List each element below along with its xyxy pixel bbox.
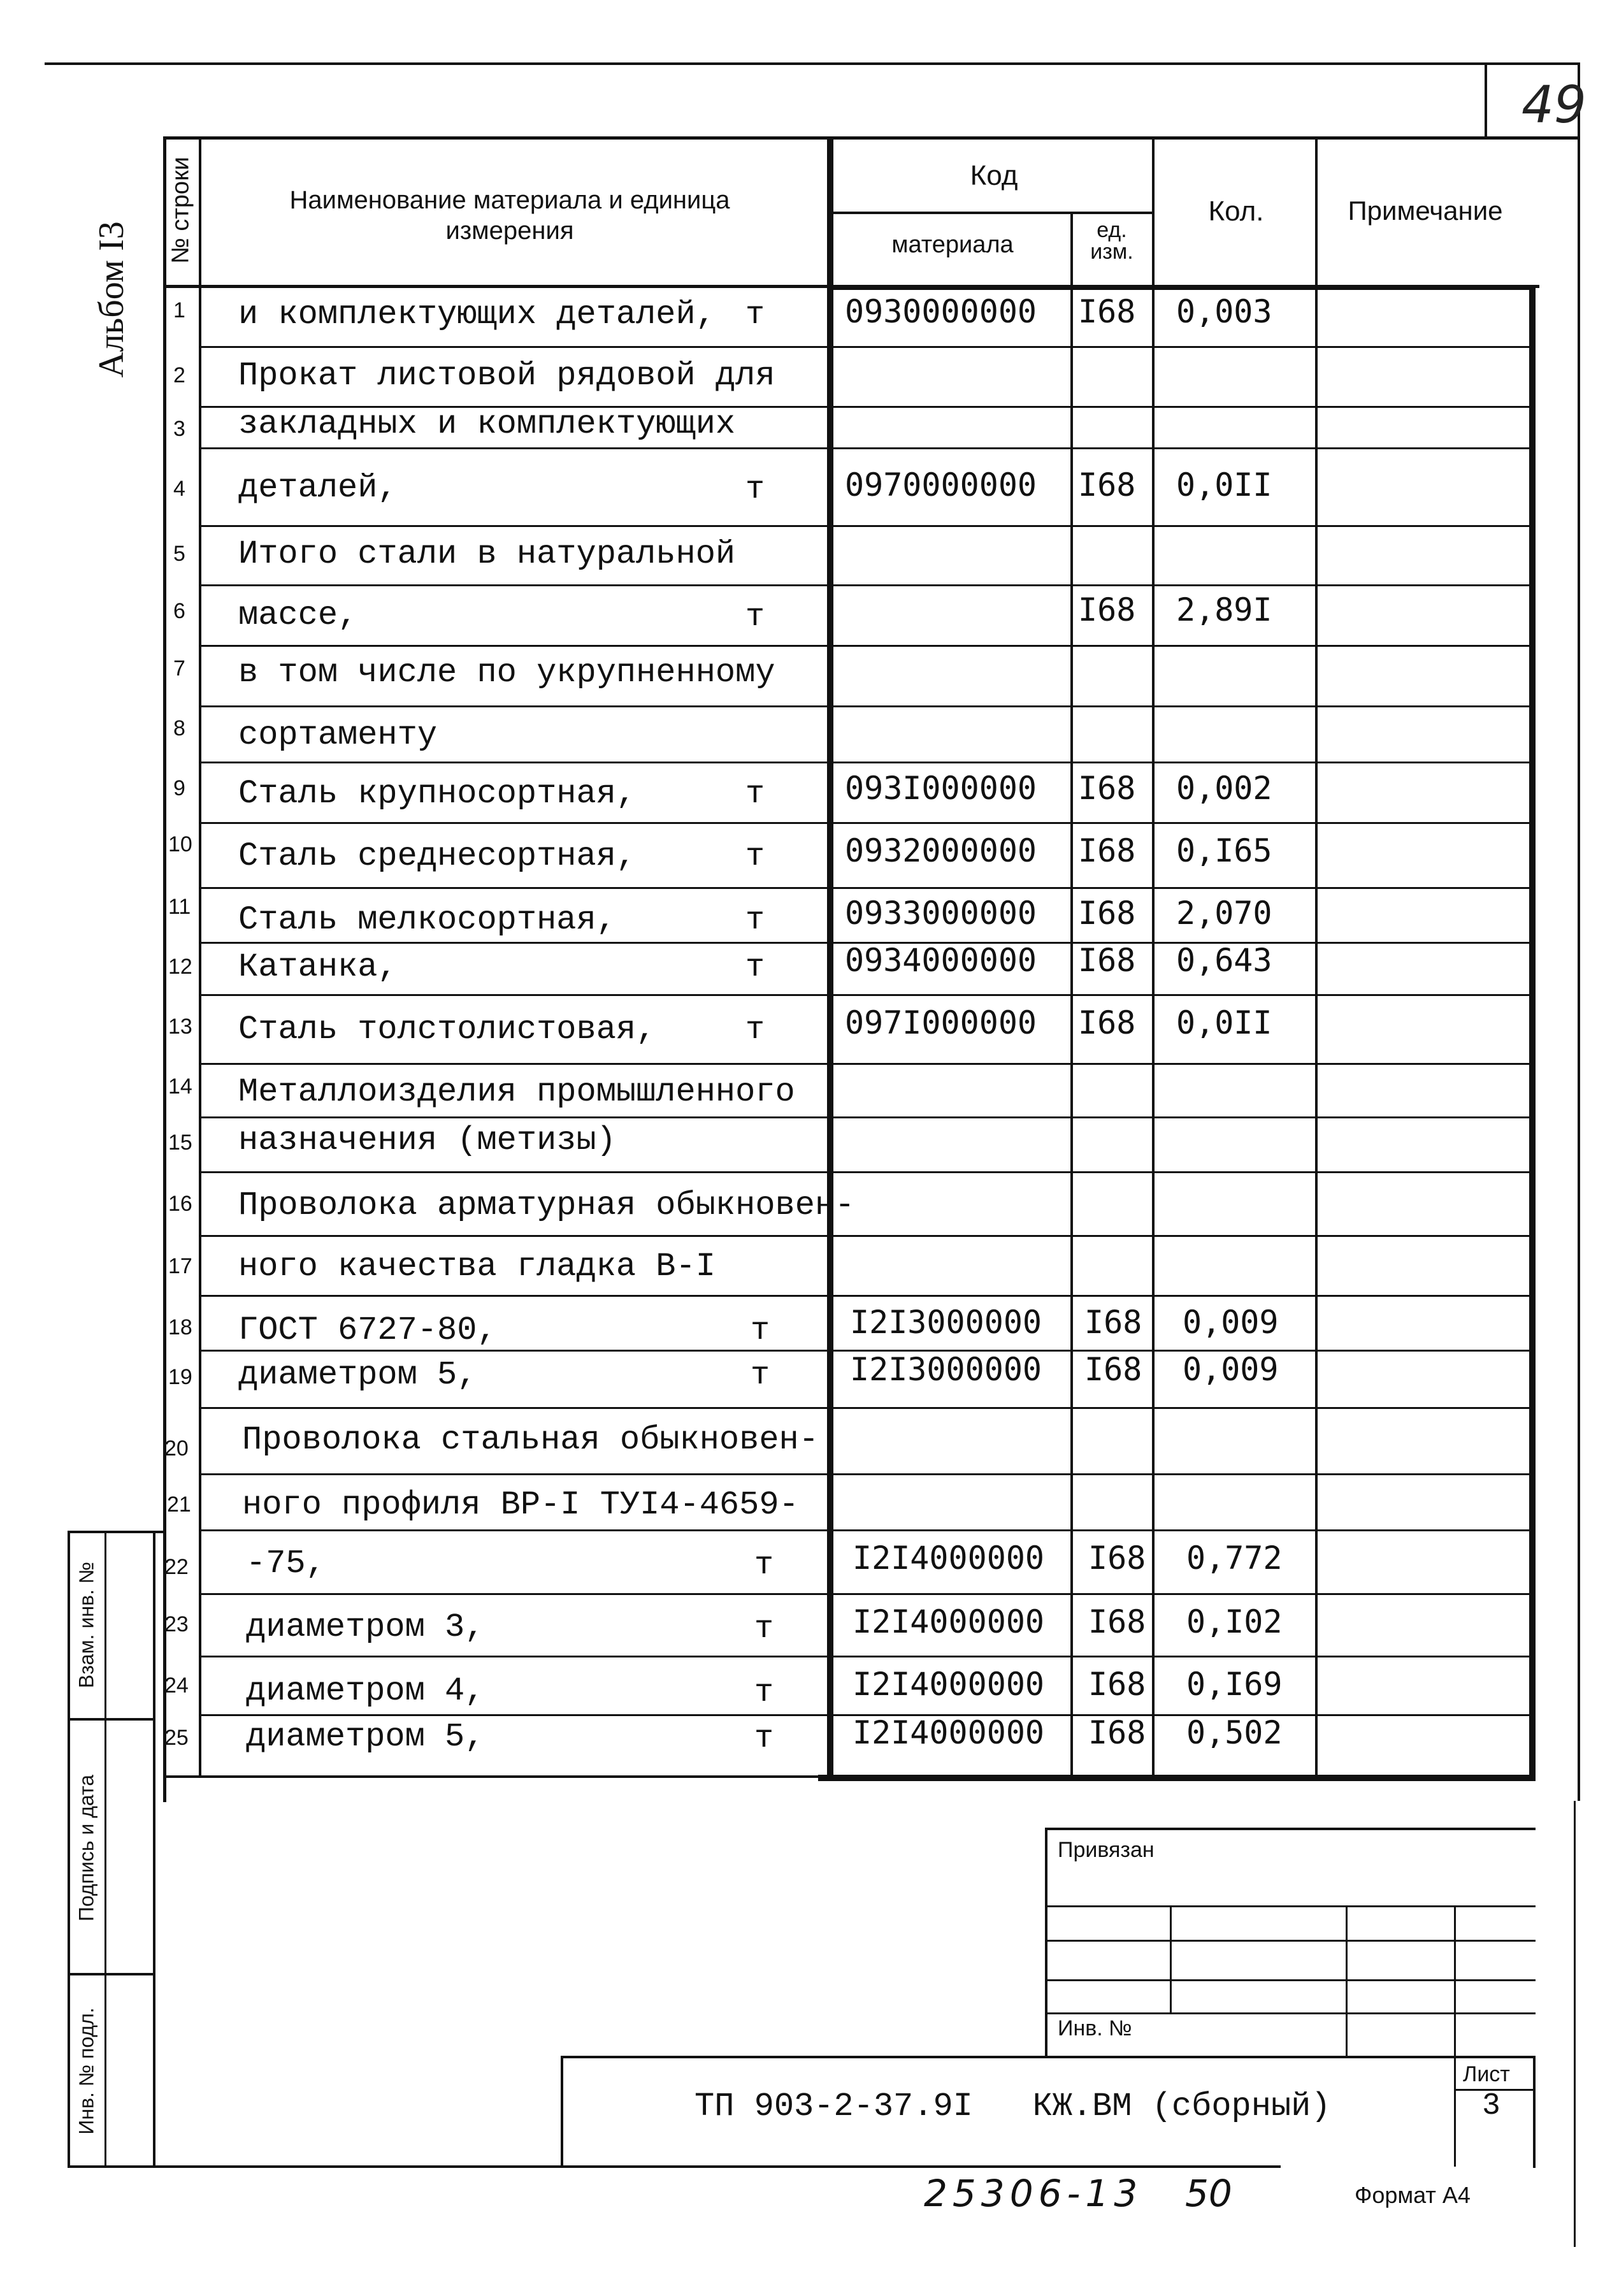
row-text: массе, [238, 596, 358, 634]
code-sub-line [827, 212, 1153, 214]
tb-col [1170, 1905, 1172, 2012]
row-number: 15 [168, 1130, 192, 1155]
tb-line [1045, 1979, 1536, 1981]
row-number: 24 [164, 1673, 189, 1698]
page-num-box-left [1485, 62, 1487, 139]
row-unit: т [745, 599, 765, 635]
page-number: 49 [1522, 75, 1587, 134]
row-text: Сталь среднесортная, [238, 837, 637, 875]
row-number: 14 [168, 1074, 192, 1099]
row-sep [199, 1407, 1534, 1409]
row-uom: I68 [1078, 770, 1136, 807]
row-number: 18 [168, 1315, 192, 1339]
row-code: I2I3000000 [850, 1351, 1042, 1388]
row-code: 0934000000 [845, 942, 1037, 979]
row-unit: т [751, 1313, 770, 1349]
row-uom: I68 [1078, 942, 1136, 979]
stamp-outer-left [68, 1531, 70, 2168]
row-sep [199, 1473, 1534, 1475]
header-name: Наименование материала и единица измерения [289, 186, 730, 245]
tb-sheet-label: Лист [1463, 2062, 1510, 2086]
table-right-heavy [1529, 285, 1536, 1780]
tb-line [1045, 1905, 1536, 1907]
row-code: 097I000000 [845, 1004, 1037, 1041]
header-note: Примечание [1348, 196, 1503, 226]
row-sep [199, 645, 1534, 647]
row-number: 10 [168, 832, 192, 856]
row-text: Проволока стальная обыкновен- [242, 1421, 819, 1459]
tb-main-top [561, 2056, 1536, 2058]
row-text: Прокат листовой рядовой для [238, 357, 775, 394]
row-number: 3 [173, 417, 185, 441]
header-code: Код [970, 160, 1018, 191]
stamp-right-line [153, 1531, 155, 2168]
row-uom: I68 [1084, 1351, 1142, 1388]
row-uom: I68 [1078, 591, 1136, 628]
tb-privyazan-left [1045, 1828, 1047, 2058]
row-sep [199, 1295, 1534, 1297]
row-code: 0932000000 [845, 832, 1037, 869]
row-text: диаметром 5, [246, 1718, 485, 1756]
row-qty: 0,772 [1186, 1540, 1283, 1577]
row-code: 0933000000 [845, 895, 1037, 932]
row-sep [199, 705, 1534, 707]
footer-stamp: 25306-13 [924, 2172, 1143, 2215]
row-number: 8 [173, 716, 185, 740]
row-uom: I68 [1088, 1714, 1146, 1751]
tb-line [1045, 2012, 1536, 2014]
body-bottom-heavy [818, 1775, 1536, 1781]
row-sep [199, 762, 1534, 763]
row-sep [199, 1529, 1534, 1531]
row-text: Итого стали в натуральной [238, 535, 736, 573]
row-text: и комплектующих деталей, [238, 296, 716, 333]
row-text: Сталь толстолистовая, [238, 1011, 656, 1048]
tb-inv-no: Инв. № [1058, 2016, 1132, 2040]
row-sep [199, 1593, 1534, 1595]
row-unit: т [745, 1012, 765, 1048]
stamp-vzam: Взам. инв. № [75, 1561, 98, 1689]
row-number: 1 [173, 298, 185, 322]
row-text: ного профиля ВР-I ТУI4-4659- [242, 1486, 799, 1524]
row-number: 13 [168, 1014, 192, 1039]
row-text: диаметром 4, [246, 1672, 485, 1710]
row-qty: 0,I02 [1186, 1603, 1283, 1640]
row-uom: I68 [1084, 1304, 1142, 1341]
row-text: в том числе по укрупненному [238, 654, 775, 691]
album-label: Альбом I3 [92, 221, 131, 378]
row-number: 6 [173, 599, 185, 623]
row-uom: I68 [1078, 1004, 1136, 1041]
stamp-inner-line [104, 1531, 106, 2168]
row-code: I2I4000000 [853, 1540, 1045, 1577]
row-qty: 0,643 [1176, 942, 1272, 979]
row-number: 12 [168, 955, 192, 979]
qty-col-line [1152, 136, 1155, 1778]
header-material: материала [891, 231, 1014, 258]
row-uom: I68 [1078, 895, 1136, 932]
row-unit: т [745, 839, 765, 875]
row-code: 093I000000 [845, 770, 1037, 807]
footer-format: Формат А4 [1355, 2182, 1471, 2208]
stamp-inv: Инв. № подл. [75, 2007, 98, 2135]
row-number: 9 [173, 776, 185, 800]
table-top-line [163, 136, 1580, 140]
row-sep [199, 1235, 1534, 1237]
row-unit: т [751, 1357, 770, 1394]
row-text: ного качества гладка В-I [238, 1248, 716, 1285]
row-text: диаметром 5, [238, 1356, 477, 1394]
header-unit: ед. изм. [1090, 218, 1133, 264]
row-text: -75, [246, 1545, 326, 1582]
header-qty: Кол. [1208, 196, 1264, 227]
row-sep [199, 1063, 1534, 1065]
row-number: 22 [164, 1555, 189, 1579]
row-text: закладных и комплектующих [238, 405, 736, 443]
stamp-podpis: Подпись и дата [75, 1774, 98, 1922]
row-code: I2I3000000 [850, 1304, 1042, 1341]
tb-privyazan: Привязан [1058, 1838, 1155, 1862]
row-qty: 2,070 [1176, 895, 1272, 932]
row-uom: I68 [1088, 1666, 1146, 1703]
row-sep [199, 346, 1534, 348]
row-number: 25 [164, 1726, 189, 1750]
row-number: 11 [168, 895, 191, 919]
row-text: Сталь мелкосортная, [238, 901, 616, 939]
stamp-bottom-line [68, 2165, 1281, 2168]
row-sep [199, 525, 1534, 527]
row-unit: т [745, 297, 765, 333]
stamp-top-line [68, 1531, 163, 1533]
row-number: 17 [168, 1254, 192, 1278]
top-rule [45, 62, 1580, 65]
row-text: сортаменту [238, 716, 438, 754]
row-text: диаметром 3, [246, 1608, 485, 1646]
row-number: 2 [173, 363, 185, 387]
row-number: 5 [173, 542, 185, 566]
tb-col [1454, 1905, 1456, 2167]
row-uom: I68 [1078, 293, 1136, 330]
row-qty: 0,009 [1183, 1351, 1279, 1388]
row-code: I2I4000000 [853, 1714, 1045, 1751]
stamp-sep-1 [68, 1718, 155, 1721]
row-number: 16 [168, 1192, 192, 1216]
row-number: 23 [164, 1612, 189, 1636]
header-row-no: № строки [167, 157, 194, 264]
row-unit: т [745, 902, 765, 939]
row-text: назначения (метизы) [238, 1122, 616, 1159]
row-unit: т [754, 1721, 774, 1757]
row-unit: т [754, 1675, 774, 1711]
row-uom: I68 [1088, 1540, 1146, 1577]
row-text: Сталь крупносортная, [238, 775, 637, 812]
row-code: 0970000000 [845, 466, 1037, 503]
row-number: 21 [167, 1492, 191, 1517]
row-uom: I68 [1078, 832, 1136, 869]
row-unit: т [745, 472, 765, 508]
row-unit: т [754, 1611, 774, 1647]
row-text: Металлоизделия промышленного [238, 1073, 795, 1111]
row-qty: 0,0II [1176, 466, 1272, 503]
row-qty: 0,502 [1186, 1714, 1283, 1751]
note-col-line [1315, 136, 1318, 1778]
row-sep [199, 584, 1534, 586]
row-uom: I68 [1088, 1603, 1146, 1640]
row-qty: 0,0II [1176, 1004, 1272, 1041]
row-qty: 0,I69 [1186, 1666, 1283, 1703]
row-qty: 2,89I [1176, 591, 1272, 628]
row-code: I2I4000000 [853, 1666, 1045, 1703]
row-text: Катанка, [238, 948, 398, 986]
row-number: 20 [164, 1436, 189, 1461]
row-number: 7 [173, 656, 185, 681]
table-bottom-line [163, 1775, 832, 1778]
tb-col [1346, 1905, 1348, 2058]
footer-stamp-2: 50 [1185, 2172, 1232, 2215]
tb-sheet-no: 3 [1482, 2089, 1500, 2123]
tb-privyazan-top [1045, 1828, 1536, 1830]
row-uom: I68 [1078, 466, 1136, 503]
row-unit: т [745, 949, 765, 986]
stamp-sep-2 [68, 1973, 155, 1975]
right-trim-line [1574, 1801, 1576, 2247]
code-col-left-heavy [827, 136, 833, 1780]
row-sep [199, 1171, 1534, 1173]
row-sep [199, 994, 1534, 996]
row-text: Проволока арматурная обыкновен- [238, 1187, 855, 1224]
body-top-heavy [827, 285, 1536, 290]
row-sep [199, 1656, 1534, 1657]
row-qty: 0,002 [1176, 770, 1272, 807]
row-qty: 0,I65 [1176, 832, 1272, 869]
row-sep [199, 1116, 1534, 1118]
row-sep [199, 887, 1534, 889]
row-unit: т [754, 1547, 774, 1584]
row-number: 4 [173, 477, 185, 501]
row-sep [199, 822, 1534, 824]
right-frame-line [1578, 62, 1580, 1801]
table-left-line [163, 136, 166, 1802]
row-code: I2I4000000 [853, 1603, 1045, 1640]
row-number: 19 [168, 1365, 192, 1389]
tb-doc-code: ТП 903-2-37.9I КЖ.ВМ (сборный) [694, 2088, 1331, 2125]
tb-main-left [561, 2056, 563, 2168]
row-text: ГОСТ 6727-80, [238, 1311, 497, 1349]
row-text: деталей, [238, 469, 398, 507]
tb-line [1045, 1940, 1536, 1942]
row-unit: т [745, 776, 765, 812]
row-qty: 0,003 [1176, 293, 1272, 330]
row-sep [199, 447, 1534, 449]
row-qty: 0,009 [1183, 1304, 1279, 1341]
tb-right [1533, 2056, 1536, 2168]
row-code: 0930000000 [845, 293, 1037, 330]
